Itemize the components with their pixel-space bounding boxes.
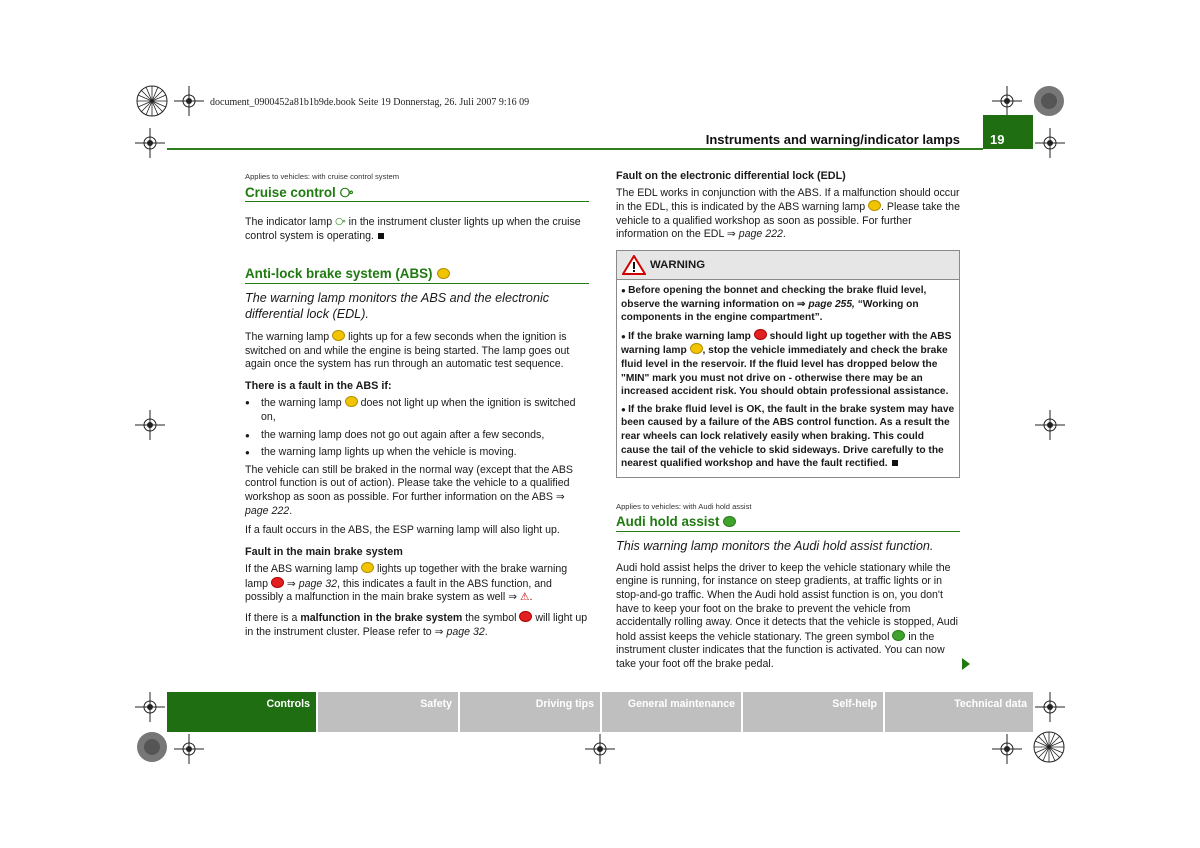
tab-controls[interactable]: Controls <box>167 692 316 732</box>
warning-body <box>617 280 959 477</box>
page-reference: page 222 <box>738 228 783 241</box>
header-rule <box>167 148 983 150</box>
right-column <box>616 170 960 678</box>
continue-arrow-icon <box>962 658 970 670</box>
cruise-control-icon: ⧂ <box>339 184 354 200</box>
brake-lamp-icon <box>271 577 284 588</box>
subheading: There is a fault in the ABS if: <box>245 379 392 392</box>
list-item: ● the warning lamp does not go out again after a few seconds, <box>245 429 589 443</box>
hold-assist-lamp-icon <box>723 516 736 527</box>
paragraph: If the ABS warning lamp lights up together with the brake warning lamp ⇒ page 32, this indicates a fault in the ABS function, and possibly a malfunction in the main brake system as well ⇒ ⚠. <box>245 563 568 604</box>
tab-safety[interactable]: Safety <box>318 692 458 732</box>
cruise-control-icon: ⧂ <box>335 216 346 229</box>
applies-note: Applies to vehicles: with cruise control system <box>245 172 400 181</box>
crosshair-icon <box>1035 410 1065 440</box>
crosshair-icon <box>174 734 204 764</box>
warning-item: ● If the brake fluid level is OK, the fault in the brake system may have been caused by a failure of the ABS control function. As a result the rear wheels can lock relatively easily when braking. This could cause the tail of the vehicle to skid sideways. Drive carefully to the nearest qualified workshop and have the fault rectified. <box>621 403 955 471</box>
brake-lamp-icon <box>754 329 767 340</box>
page-reference: page 32 <box>446 625 485 638</box>
crosshair-icon <box>992 734 1022 764</box>
page-reference: page 255, <box>808 298 855 310</box>
registration-target-icon <box>135 84 169 118</box>
tab-technical-data[interactable]: Technical data <box>885 692 1033 732</box>
warning-box <box>616 250 960 478</box>
paragraph: The EDL works in conjunction with the ABS. If a malfunction should occur in the EDL, this is indicated by the ABS warning lamp . Please take the vehicle to a qualified workshop as soon as possible. For further information on the EDL ⇒ page 222. <box>616 186 960 241</box>
left-column <box>245 170 589 645</box>
paragraph: The warning lamp lights up for a few seconds when the ignition is switched on and while the engine is being started. The lamp goes out again once the system has run through an automatic test sequence. <box>245 330 570 371</box>
section-title-cruise-control: Cruise control ⧂ <box>245 186 589 203</box>
hold-assist-lamp-icon <box>892 630 905 641</box>
warning-header <box>617 251 959 280</box>
running-title: Instruments and warning/indicator lamps <box>705 132 960 147</box>
lead-text: The warning lamp monitors the ABS and the electronic differential lock (EDL). <box>245 290 550 321</box>
crosshair-icon <box>1035 692 1065 722</box>
crosshair-icon <box>1035 128 1065 158</box>
tab-general-maintenance[interactable]: General maintenance <box>602 692 741 732</box>
registration-gray-circle-icon <box>135 730 169 764</box>
paragraph: If there is a malfunction in the brake system the symbol will light up in the instrument cluster. Please refer to ⇒ page 32. <box>245 612 588 638</box>
lead-text: This warning lamp monitors the Audi hold assist function. <box>616 538 934 553</box>
section-title-abs: Anti-lock brake system (ABS) <box>245 267 589 284</box>
crosshair-icon <box>135 692 165 722</box>
abs-lamp-icon <box>361 562 374 573</box>
subheading: Fault on the electronic differential lock (EDL) <box>616 170 846 182</box>
print-file-line: document_0900452a81b1b9de.book Seite 19 Donnerstag, 26. Juli 2007 9:16 09 <box>210 97 530 108</box>
crosshair-icon <box>174 86 204 116</box>
warning-label: WARNING <box>650 258 706 271</box>
abs-lamp-icon <box>868 200 881 211</box>
list-item: ● the warning lamp does not light up when the ignition is switched on, <box>245 396 589 424</box>
abs-lamp-icon <box>690 343 703 354</box>
registration-target-icon <box>1032 730 1066 764</box>
list-item: ● the warning lamp lights up when the vehicle is moving. <box>245 446 589 460</box>
crosshair-icon <box>135 128 165 158</box>
paragraph: The vehicle can still be braked in the normal way (except that the ABS control function is out of action). Please take the vehicle to a qualified workshop as soon as possible. For further information on the ABS ⇒ page 222. <box>245 463 573 517</box>
abs-lamp-icon <box>345 396 358 407</box>
warning-triangle-icon: ⚠ <box>520 591 530 604</box>
page-reference: page 32 <box>298 577 337 590</box>
applies-note: Applies to vehicles: with Audi hold assist <box>616 501 752 511</box>
crosshair-icon <box>585 734 615 764</box>
paragraph: Audi hold assist helps the driver to keep the vehicle stationary while the engine is running, for instance on steep gradients, at traffic lights or in stop-and-go traffic. When the Audi hold assist function is on, you don't have to keep your foot on the brake to prevent the vehicle from accidentally rolling away. Once it detects that the vehicle is stopped, Audi hold assist keeps the vehicle stationary. The green symbol in the instrument cluster indicates that the function is activated. You can now take your foot off the brake pedal. <box>616 561 958 671</box>
section-title-hold-assist: Audi hold assist <box>616 515 960 532</box>
brake-lamp-icon <box>519 611 532 622</box>
page-number: 19 <box>990 132 1005 147</box>
warning-item: ● If the brake warning lamp should light up together with the ABS warning lamp , stop the vehicle immediately and check the brake fluid level in the reservoir. If the fluid level has dropped below the "MIN" mark you must not drive on - otherwise there may be an increased accident risk. You should obtain professional assistance. <box>621 329 955 399</box>
warning-item: ● Before opening the bonnet and checking the brake fluid level, observe the warning information on ⇒ page 255, “Working on components in the engine compartment”. <box>621 284 955 325</box>
warning-triangle-icon <box>622 255 646 280</box>
subheading: Fault in the main brake system <box>245 545 403 558</box>
paragraph: If a fault occurs in the ABS, the ESP warning lamp will also light up. <box>245 524 560 537</box>
page-number-box <box>983 115 1033 149</box>
registration-gray-circle-icon <box>1032 84 1066 118</box>
abs-lamp-icon <box>437 268 450 279</box>
paragraph: The indicator lamp ⧂ in the instrument cluster lights up when the cruise control system is operating. <box>245 216 581 242</box>
end-of-section-square-icon <box>892 460 898 466</box>
tab-driving-tips[interactable]: Driving tips <box>460 692 600 732</box>
crosshair-icon <box>992 86 1022 116</box>
crosshair-icon <box>135 410 165 440</box>
abs-lamp-icon <box>332 330 345 341</box>
tab-self-help[interactable]: Self-help <box>743 692 883 732</box>
end-of-section-square-icon <box>378 233 384 239</box>
page-reference: page 222 <box>245 504 290 517</box>
